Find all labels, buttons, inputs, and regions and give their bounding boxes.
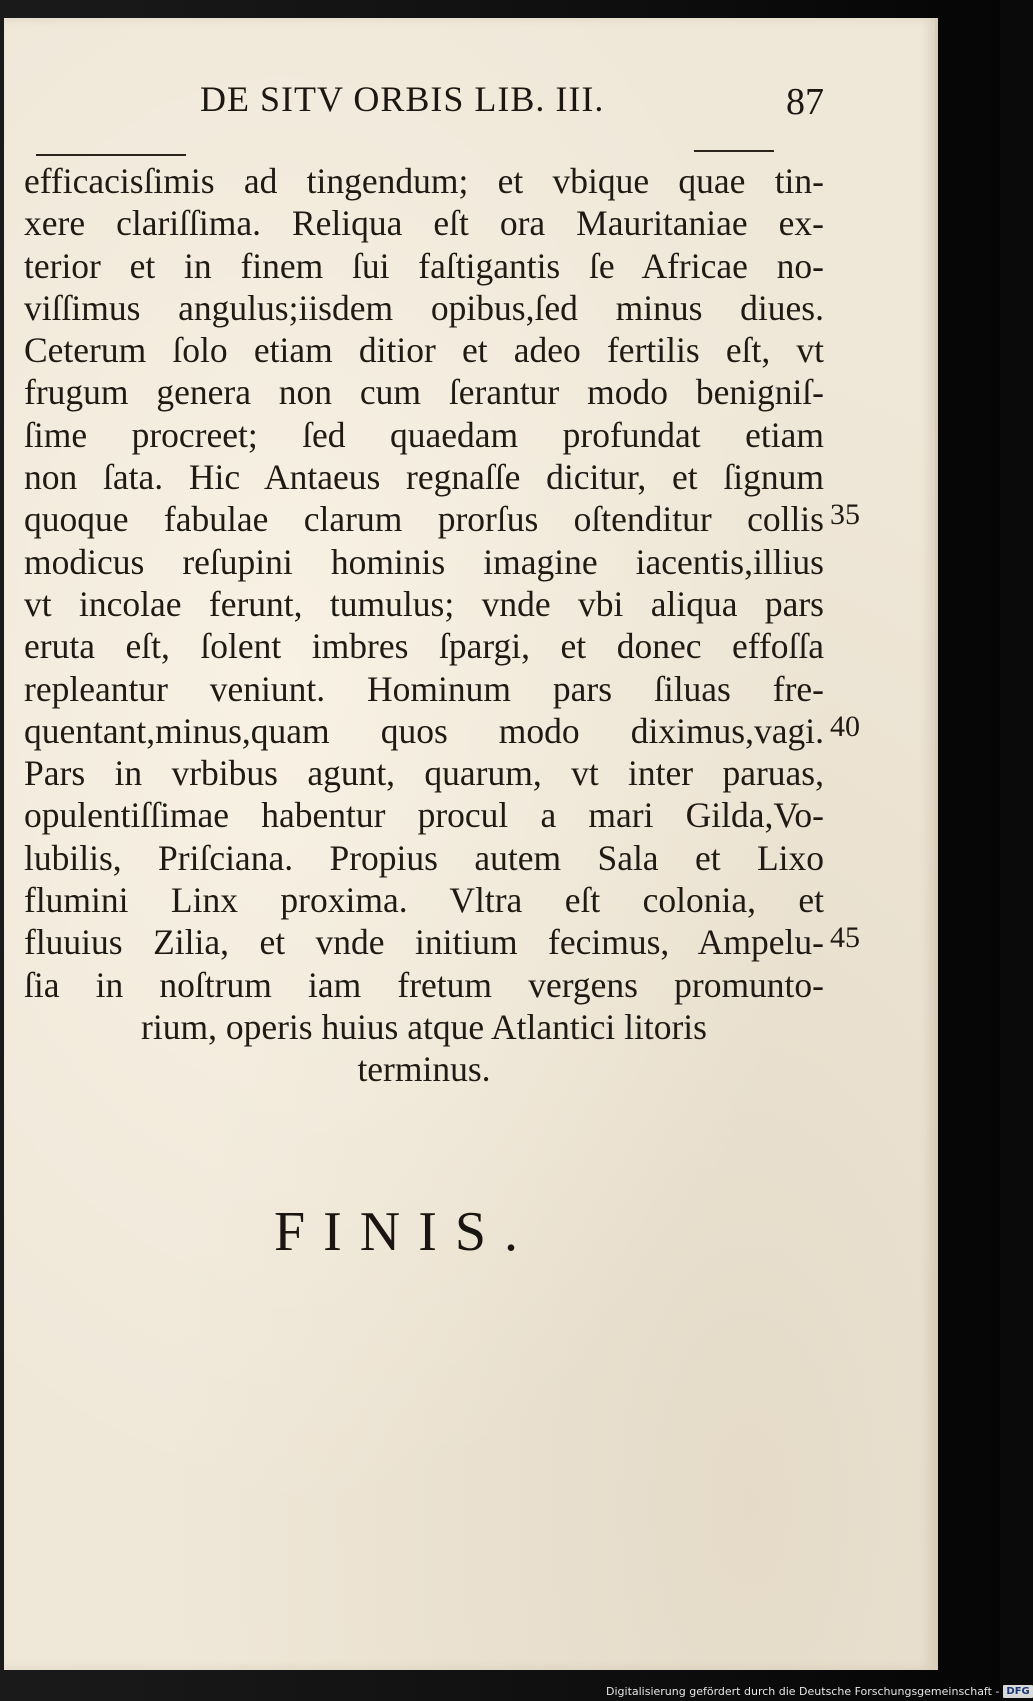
- text-line: quoque fabulae clarum prorſus oſtenditur collis: [24, 499, 824, 540]
- text-line: rium, operis huius atque Atlantici litoris: [141, 1006, 707, 1047]
- text-line: ſime procreet; ſed quaedam profundat etiam: [24, 414, 824, 455]
- text-line: non ſata. Hic Antaeus regnaſſe dicitur, et ſignum: [24, 457, 824, 498]
- running-head: DE SITV ORBIS LIB. III.: [200, 79, 605, 119]
- margin-number: 40: [830, 710, 860, 743]
- text-line: vt incolae ferunt, tumulus; vnde vbi aliqua pars: [24, 583, 824, 624]
- text-line: ſia in noſtrum iam fretum vergens promunto-: [24, 964, 824, 1005]
- text-line: Pars in vrbibus agunt, quarum, vt inter paruas,: [24, 753, 824, 794]
- text-line: viſſimus angulus;iisdem opibus,ſed minus diues.: [24, 287, 824, 328]
- text-line: Ceterum ſolo etiam ditior et adeo fertilis eſt, vt: [24, 330, 824, 371]
- page-number: 87: [786, 81, 824, 123]
- text-line: modicus reſupini hominis imagine iacentis,illius: [24, 541, 824, 582]
- text-line: repleantur veniunt. Hominum pars ſiluas fre-: [24, 668, 824, 709]
- text-line: eruta eſt, ſolent imbres ſpargi, et donec effoſſa: [24, 626, 824, 667]
- body-text: [24, 160, 824, 1091]
- text-line: lubilis, Priſciana. Propius autem Sala et Lixo: [24, 837, 824, 878]
- text-line: opulentiſſimae habentur procul a mari Gilda,Vo-: [24, 795, 824, 836]
- text-line: terior et in finem ſui faſtigantis ſe Africae no-: [24, 245, 824, 286]
- margin-number: 35: [830, 498, 860, 531]
- text-line: xere clariſſima. Reliqua eſt ora Mauritaniae ex-: [24, 203, 824, 244]
- text-line: frugum genera non cum ſerantur modo benigniſ-: [24, 372, 824, 413]
- text-line: quentant,minus,quam quos modo diximus,vagi.: [24, 710, 824, 751]
- margin-number: 45: [830, 921, 860, 954]
- finis-heading: FINIS.: [274, 1201, 537, 1263]
- text-line: fluuius Zilia, et vnde initium fecimus, Ampelu-: [24, 922, 824, 963]
- header-rule-left: [36, 154, 186, 156]
- digitization-credit: [606, 1683, 1030, 1699]
- header-rule-right: [694, 150, 774, 152]
- text-line: efficacisſimis ad tingendum; et vbique quae tin-: [24, 161, 824, 201]
- text-line: flumini Linx proxima. Vltra eſt colonia, et: [24, 880, 824, 921]
- dfg-logo: DFG: [1003, 1685, 1032, 1698]
- text-line: terminus.: [357, 1049, 491, 1090]
- credit-text: Digitalisierung gefördert durch die Deutsche Forschungsgemeinschaft -: [606, 1684, 1000, 1698]
- book-page: [4, 18, 938, 1670]
